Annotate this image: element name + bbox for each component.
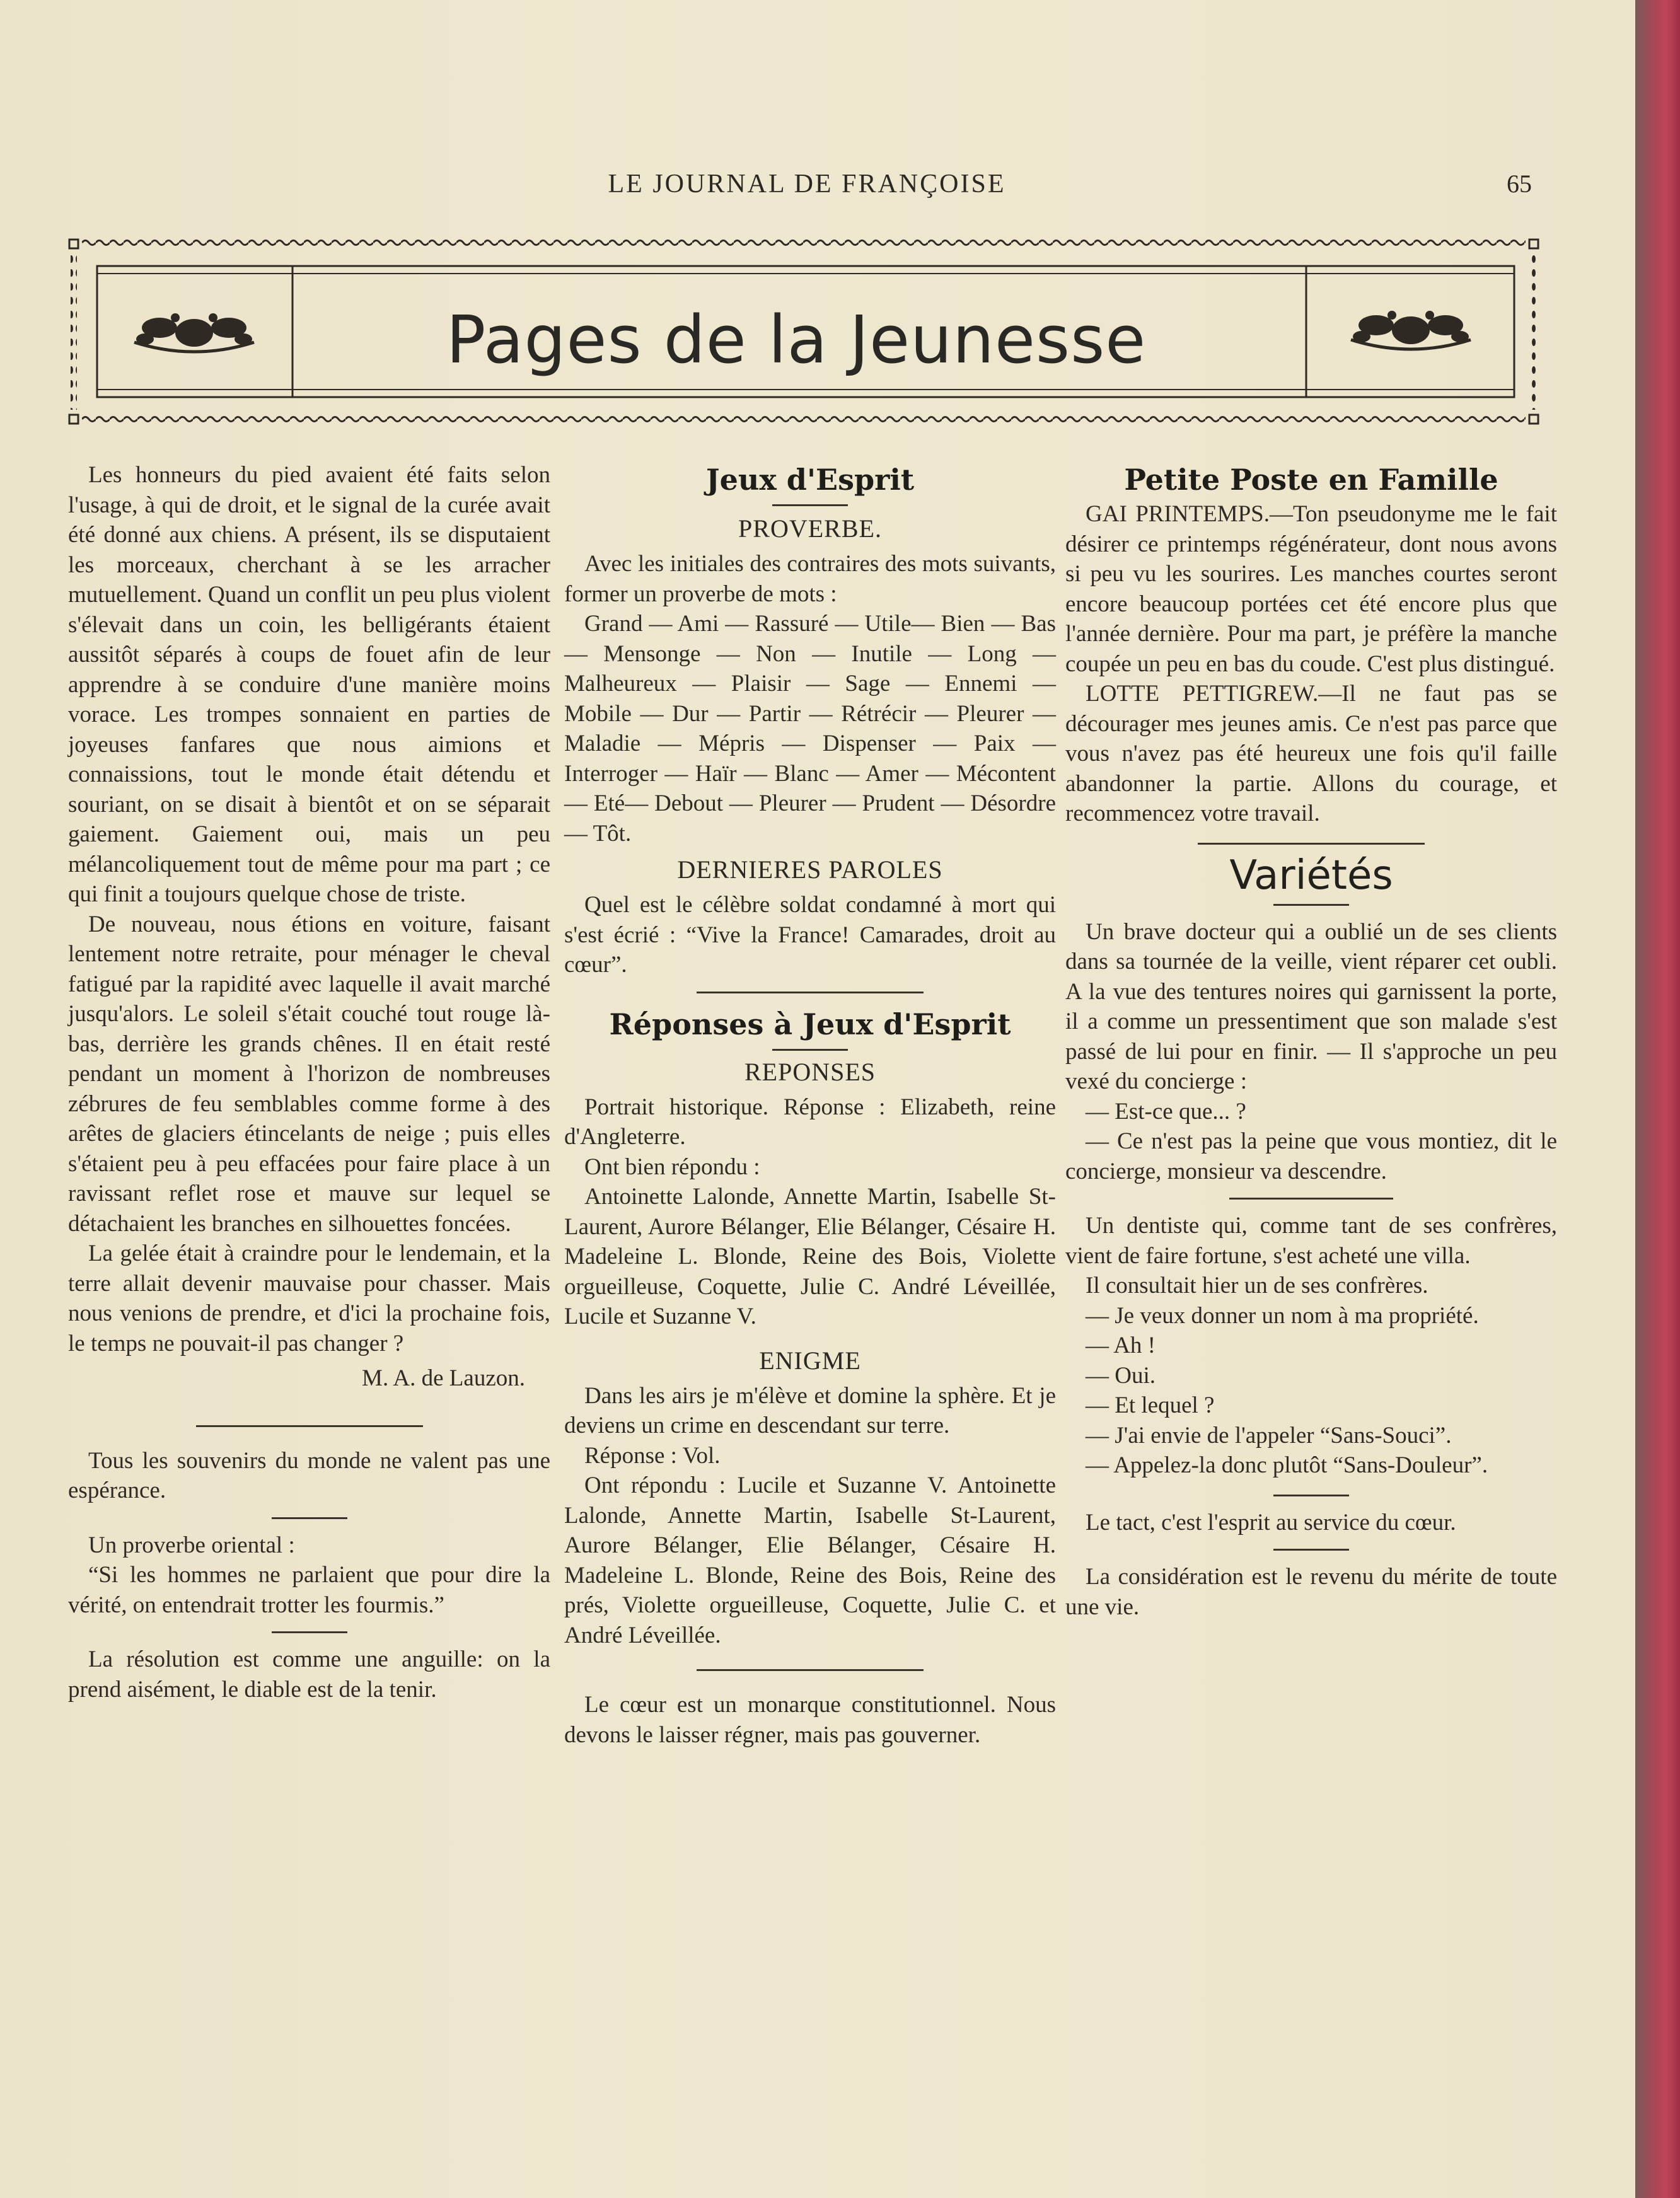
anecdote: Un brave docteur qui a oublié un de ses clients dans sa tournée de la veille, vient réparer cet oubli. A la vue des tentures noires qui garnissent la porte, il a comme un pressentiment que son malade s'est passé de lui pour en finir. — Il s'approche un peu vexé du concierge : — [1065, 918, 1557, 1094]
maxim: La résolution est comme une anguille: on la prend aisément, le diable est de la tenir. — [68, 1646, 550, 1703]
running-title: LE JOURNAL DE FRANÇOISE — [608, 170, 1006, 199]
divider — [697, 1669, 924, 1671]
column-games — [564, 460, 1056, 1750]
divider — [1273, 1549, 1349, 1551]
story-paragraph: Les honneurs du pied avaient été faits selon l'usage, à qui de droit, et le signal de la curée avait été donné aux chiens. A présent, ils se disputaient les morceaux, cherchant à se les arracher mutuellement. Quand un conflit un peu plus violent s'élevait dans un coin, les belligérants étaient aussitôt séparés à coups de fouet afin de leur apprendre à se conduire d'une manière moins vorace. Les trompes sonnaient en parties de joyeuses fanfares que nous aimions et connaissions, tout le monde était détendu et souriant, on se disait à bientôt et on se séparait gaiement. Gaiement oui, mais un peu mélancoliquement tout de même pour ma part ; ce qui finit a toujours quelque chose de triste. — [68, 462, 550, 907]
story-paragraph: La gelée était à craindre pour le lendemain, et la terre allait devenir mauvaise pour chasser. Mais nous venions de prendre, et d'ici la prochaine fois, le temps ne pouvait-il pas changer ? — [68, 1241, 550, 1356]
divider — [272, 1517, 347, 1519]
enigme-reponse: Réponse : Vol. — [584, 1442, 721, 1469]
reponses-title: REPONSES — [744, 1057, 876, 1086]
enigme-text: Dans les airs je m'élève et domine la sphère. Et je deviens un crime en descendant sur terre. — [564, 1382, 1056, 1438]
banner-title: Pages de la Jeunesse — [446, 301, 1147, 378]
divider — [196, 1425, 423, 1427]
dialogue-line: — Ah ! — [1086, 1333, 1156, 1358]
dialogue-line: — Oui. — [1086, 1362, 1156, 1389]
dialogue-line: — Appelez-la donc plutôt “Sans-Douleur”. — [1086, 1452, 1488, 1478]
book-binding-edge — [1635, 0, 1680, 2198]
proverbe-words: Grand — Ami — Rassuré — Utile— Bien — Bas — Mensonge — Non — Inutile — Long — Malheureux — Plaisir — Sage — Ennemi — Mobile — Dur — Partir — Rétrécir — Pleurer — Maladie — Mépris — Dispenser — Paix — Interroger — Haïr — Blanc — Amer — Mécontent — Eté— Debout — Pleurer — Prudent — Désordre — Tôt. — [564, 611, 1056, 847]
author-signature: M. A. de Lauzon. — [362, 1365, 525, 1391]
dialogue-line: — Et lequel ? — [1086, 1392, 1215, 1418]
section-title-reponses: Réponses à Jeux d'Esprit — [609, 1007, 1011, 1041]
divider — [272, 1631, 347, 1633]
divider — [1229, 1198, 1393, 1200]
reponses-text: Portrait historique. Réponse : Elizabeth, reine d'Angleterre. — [564, 1094, 1056, 1150]
maxim: La considération est le revenu du mérite de toute une vie. — [1065, 1564, 1557, 1620]
divider — [1273, 904, 1349, 906]
section-banner — [68, 238, 1542, 427]
respondents-list: Antoinette Lalonde, Annette Martin, Isabelle St-Laurent, Aurore Bélanger, Elie Bélanger, Césaire H. Madeleine L. Blonde, Reine des Bois, Violette orgueilleuse, Coquette, Julie C. André Léveillée, Lucile et Suzanne V. — [564, 1184, 1056, 1329]
dialogue-line: — Je veux donner un nom à ma propriété. — [1086, 1302, 1479, 1329]
proverbe-title: PROVERBE. — [738, 514, 882, 543]
ont-bien-repondu: Ont bien répondu : — [584, 1154, 760, 1180]
proverbe-intro: Avec les initiales des contraires des mots suivants, former un proverbe de mots : — [564, 551, 1056, 607]
enigme-title: ENIGME — [759, 1346, 861, 1375]
divider — [772, 1049, 848, 1051]
anecdote: Un dentiste qui, comme tant de ses confrères, vient de faire fortune, s'est acheté une villa. — [1065, 1213, 1557, 1269]
divider — [1273, 1495, 1349, 1496]
right-floral-ornament — [1351, 311, 1471, 349]
letter-reply: LOTTE PETTIGREW.—Il ne faut pas se décourager mes jeunes amis. Ce n'est pas parce que vous n'avez pas été heureux une fois qu'il faille abandonner la partie. Allons du courage, et recommencez votre travail. — [1065, 681, 1557, 826]
dialogue-line: — Ce n'est pas la peine que vous montiez, dit le concierge, monsieur va descendre. — [1065, 1128, 1557, 1184]
column-mailbox — [1065, 460, 1557, 1622]
maxim-intro: Un proverbe oriental : — [88, 1532, 295, 1558]
dernieres-paroles-text: Quel est le célèbre soldat condamné à mort qui s'est écrié : “Vive la France! Camarades, droit au cœur”. — [564, 892, 1056, 978]
dernieres-paroles-title: DERNIERES PAROLES — [677, 855, 943, 884]
dialogue-line: — J'ai envie de l'appeler “Sans-Souci”. — [1086, 1422, 1452, 1449]
column-story — [68, 460, 550, 1704]
section-title-petite-poste: Petite Poste en Famille — [1124, 463, 1498, 497]
divider — [772, 504, 848, 506]
divider — [697, 992, 924, 993]
divider — [1198, 843, 1425, 845]
maxim: Le tact, c'est l'esprit au service du cœur. — [1086, 1509, 1456, 1536]
running-head — [0, 169, 1635, 207]
letter-reply: GAI PRINTEMPS.—Ton pseudonyme me le fait désirer ce printemps régénérateur, dont nous avons si peu vu les sourires. Les manches courtes seront encore beaucoup portées cet été encore plus que l'année dernière. Pour ma part, je préfère la manche coupée un peu en bas du coude. C'est plus distingué. — [1065, 501, 1557, 677]
left-floral-ornament — [134, 313, 254, 352]
maxim: Le cœur est un monarque constitutionnel. Nous devons le laisser régner, mais pas gouverner. — [564, 1692, 1056, 1748]
dialogue-line: — Est-ce que... ? — [1086, 1098, 1246, 1125]
respondents-list: Ont répondu : Lucile et Suzanne V. Antoinette Lalonde, Annette Martin, Isabelle St-Laurent, Aurore Bélanger, Elie Bélanger, Césaire H. Madeleine L. Blonde, Reine des Bois, Reine des prés, Violette orgueilleuse, Coquette, Julie C. et André Léveillée. — [564, 1472, 1056, 1648]
section-title-varietes: Variétés — [1229, 852, 1393, 899]
section-title-jeux: Jeux d'Esprit — [705, 463, 915, 497]
dialogue-line: Il consultait hier un de ses confrères. — [1086, 1273, 1428, 1299]
maxim: Tous les souvenirs du monde ne valent pas une espérance. — [68, 1447, 550, 1503]
maxim-quote: “Si les hommes ne parlaient que pour dire la vérité, on entendrait trotter les fourmis.” — [68, 1562, 550, 1618]
story-paragraph: De nouveau, nous étions en voiture, faisant lentement notre retraite, pour ménager le cheval fatigué par la rapidité avec laquelle il avait marché jusqu'alors. Le soleil s'était couché tout rouge là-bas, derrière les grands chênes. Il en était resté pendant un moment à l'horizon de nombreuses zébrures de feu semblables comme forme à des arêtes de glaciers étincelants de neige ; puis elles s'étaient peu à peu effacées pour faire place à un ravissant reflet rose et mauve sur lequel se détachaient les branches en silhouettes foncées. — [68, 911, 550, 1237]
page-number: 65 — [1507, 170, 1532, 198]
